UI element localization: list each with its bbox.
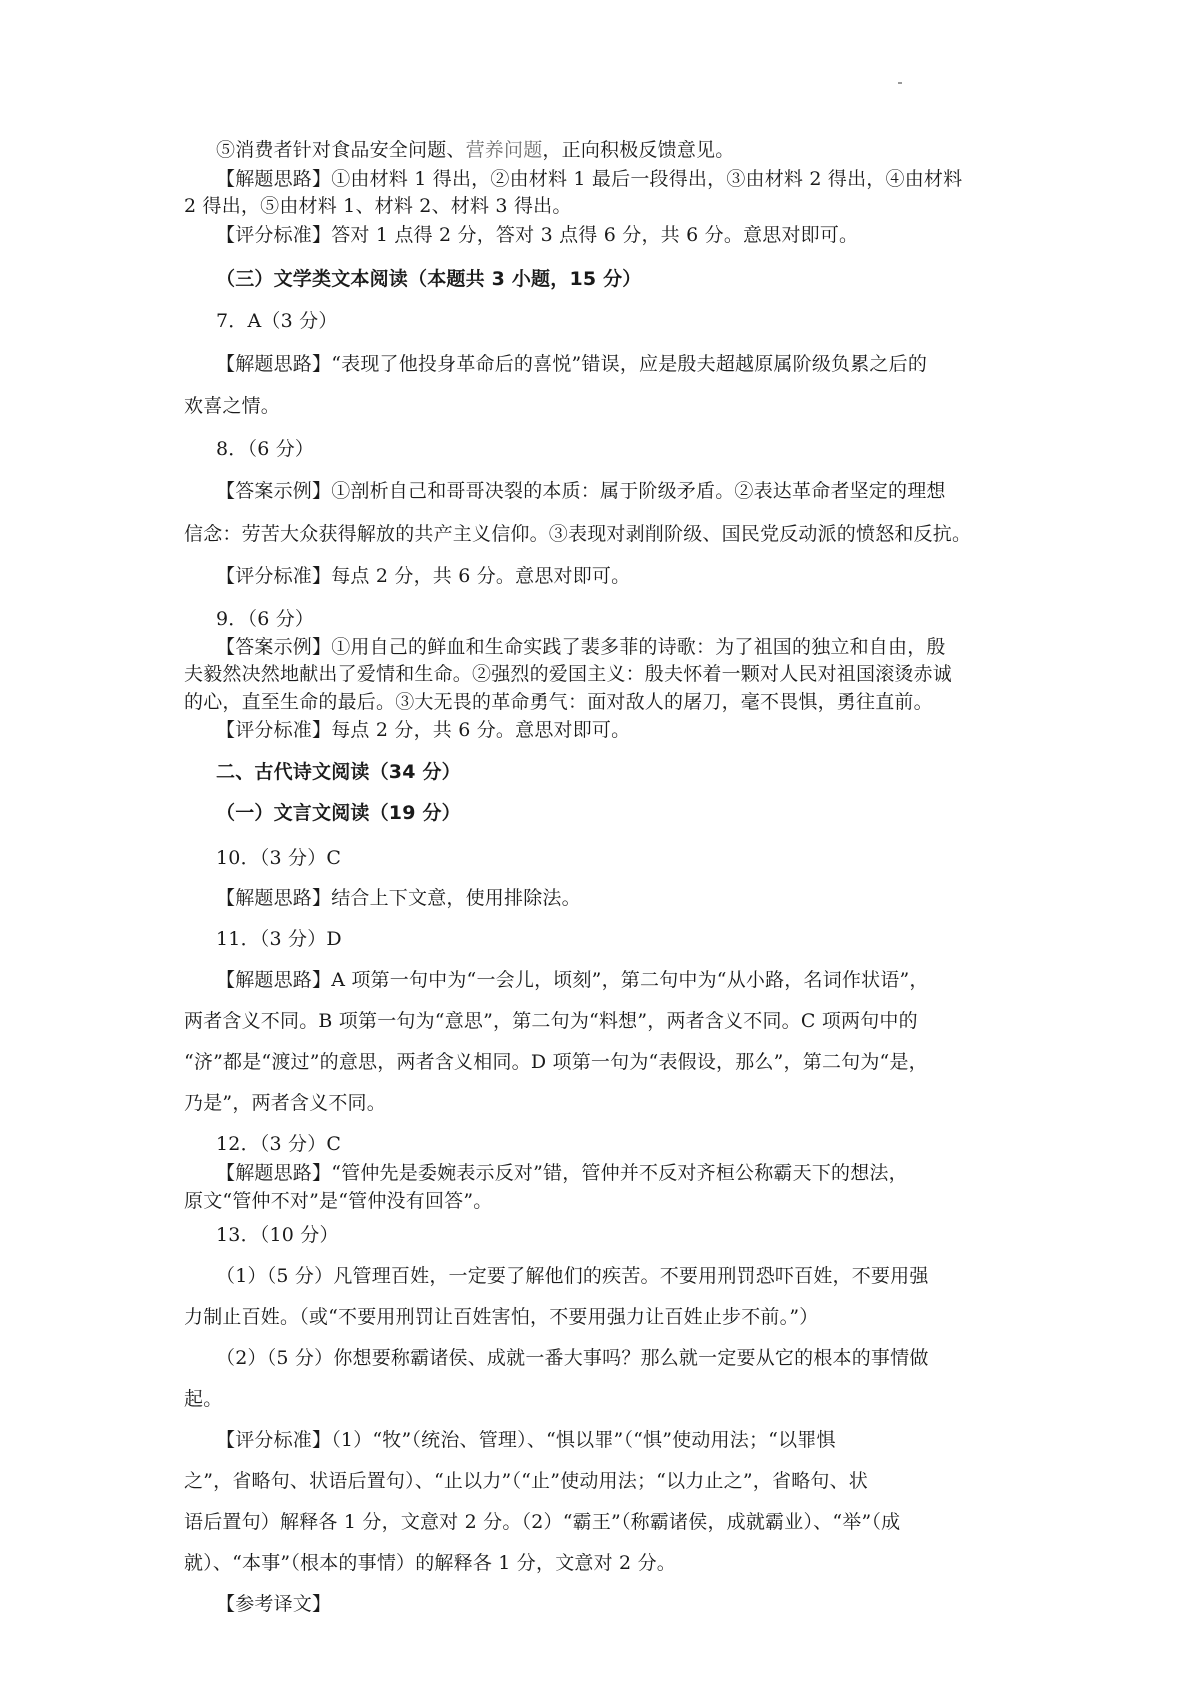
scoring-standard-line: 【评分标准】（1）“牧”（统治、管理）、“惧以罪”（“惧”使动用法；“以罪惧 (216, 1429, 836, 1451)
solution-approach-line: 【解题思路】“管仲先是委婉表示反对”错，管仲并不反对齐桓公称霸天下的想法， (216, 1162, 908, 1184)
answer-example-line: 信念：劳苦大众获得解放的共产主义信仰。③表现对剥削阶级、国民党反动派的愤怒和反抗。 (184, 523, 972, 545)
scoring-standard-line: 之”，省略句、状语后置句）、“止以力”（“止”使动用法；“以力止之”，省略句、状 (184, 1470, 868, 1492)
solution-approach-line: 【解题思路】结合上下文意，使用排除法。 (216, 887, 581, 909)
question-answer: 9．（6 分） (216, 608, 315, 630)
scoring-standard-line: 【评分标准】每点 2 分，共 6 分。意思对即可。 (216, 719, 631, 741)
scoring-standard-line: 语后置句）解释各 1 分，文意对 2 分。（2）“霸王”（称霸诸侯，成就霸业）、“举”（成 (184, 1511, 901, 1533)
answer-example-line: 【答案示例】①用自己的鲜血和生命实践了裴多菲的诗歌：为了祖国的独立和自由，殷 (216, 636, 946, 658)
section-heading: 二、古代诗文阅读（34 分） (216, 761, 461, 783)
question-answer: 8．（6 分） (216, 438, 315, 460)
solution-approach-line: 欢喜之情。 (184, 395, 281, 417)
question-answer: 10．（3 分）C (216, 847, 342, 869)
solution-approach-line: 【解题思路】①由材料 1 得出，②由材料 1 最后一段得出，③由材料 2 得出，④由材料 (216, 168, 963, 190)
answer-line-5 (216, 137, 734, 163)
question-answer: 7．A（3 分） (216, 310, 338, 332)
solution-approach-line: 乃是”，两者含义不同。 (184, 1092, 386, 1114)
solution-approach-line: 【解题思路】“表现了他投身革命后的喜悦”错误，应是殷夫超越原属阶级负累之后的 (216, 353, 928, 375)
solution-approach-line: 【解题思路】A 项第一句中为“一会儿，顷刻”，第二句中为“从小路，名词作状语”， (216, 969, 929, 991)
solution-approach-line: “济”都是“渡过”的意思，两者含义相同。D 项第一句为“表假设，那么”，第二句为“是， (184, 1051, 928, 1073)
scoring-standard-line: 就）、“本事”（根本的事情）的解释各 1 分，文意对 2 分。 (184, 1552, 676, 1574)
scoring-standard-line: 【评分标准】每点 2 分，共 6 分。意思对即可。 (216, 565, 631, 587)
corner-mark (898, 82, 902, 84)
translation-line: （1）（5 分）凡管理百姓，一定要了解他们的疾苦。不要用刑罚恐吓百姓，不要用强 (216, 1265, 929, 1287)
question-answer: 13．（10 分） (216, 1224, 339, 1246)
subsection-heading: （一）文言文阅读（19 分） (216, 802, 461, 824)
text-segment: ⑤消费者针对食品安全问题、 (216, 139, 466, 161)
scoring-standard-line: 【评分标准】答对 1 点得 2 分，答对 3 点得 6 分，共 6 分。意思对即可。 (216, 224, 859, 246)
question-answer: 12．（3 分）C (216, 1133, 342, 1155)
solution-approach-line: 两者含义不同。B 项第一句为“意思”，第二句为“料想”，两者含义不同。C 项两句中的 (184, 1010, 918, 1032)
translation-line: 起。 (184, 1388, 223, 1410)
section-heading: （三）文学类文本阅读（本题共 3 小题，15 分） (216, 268, 642, 290)
answer-example-line: 夫毅然决然地献出了爱情和生命。②强烈的爱国主义：殷夫怀着一颗对人民对祖国滚烫赤诚 (184, 663, 953, 685)
translation-line: （2）（5 分）你想要称霸诸侯、成就一番大事吗？那么就一定要从它的根本的事情做 (216, 1347, 929, 1369)
question-answer: 11．（3 分）D (216, 928, 342, 950)
solution-approach-line: 2 得出，⑤由材料 1、材料 2、材料 3 得出。 (184, 195, 572, 217)
text-segment: ，正向积极反馈意见。 (542, 139, 735, 161)
solution-approach-line: 原文“管仲不对”是“管仲没有回答”。 (184, 1190, 493, 1212)
grey-text-segment: 营养问题 (465, 139, 543, 161)
answer-example-line: 的心，直至生命的最后。③大无畏的革命勇气：面对敌人的屠刀，毫不畏惧，勇往直前。 (184, 691, 933, 713)
translation-line: 力制止百姓。（或“不要用刑罚让百姓害怕，不要用强力让百姓止步不前。”） (184, 1306, 819, 1328)
reference-translation-heading: 【参考译文】 (216, 1593, 332, 1615)
answer-example-line: 【答案示例】①剖析自己和哥哥决裂的本质：属于阶级矛盾。②表达革命者坚定的理想 (216, 480, 946, 502)
